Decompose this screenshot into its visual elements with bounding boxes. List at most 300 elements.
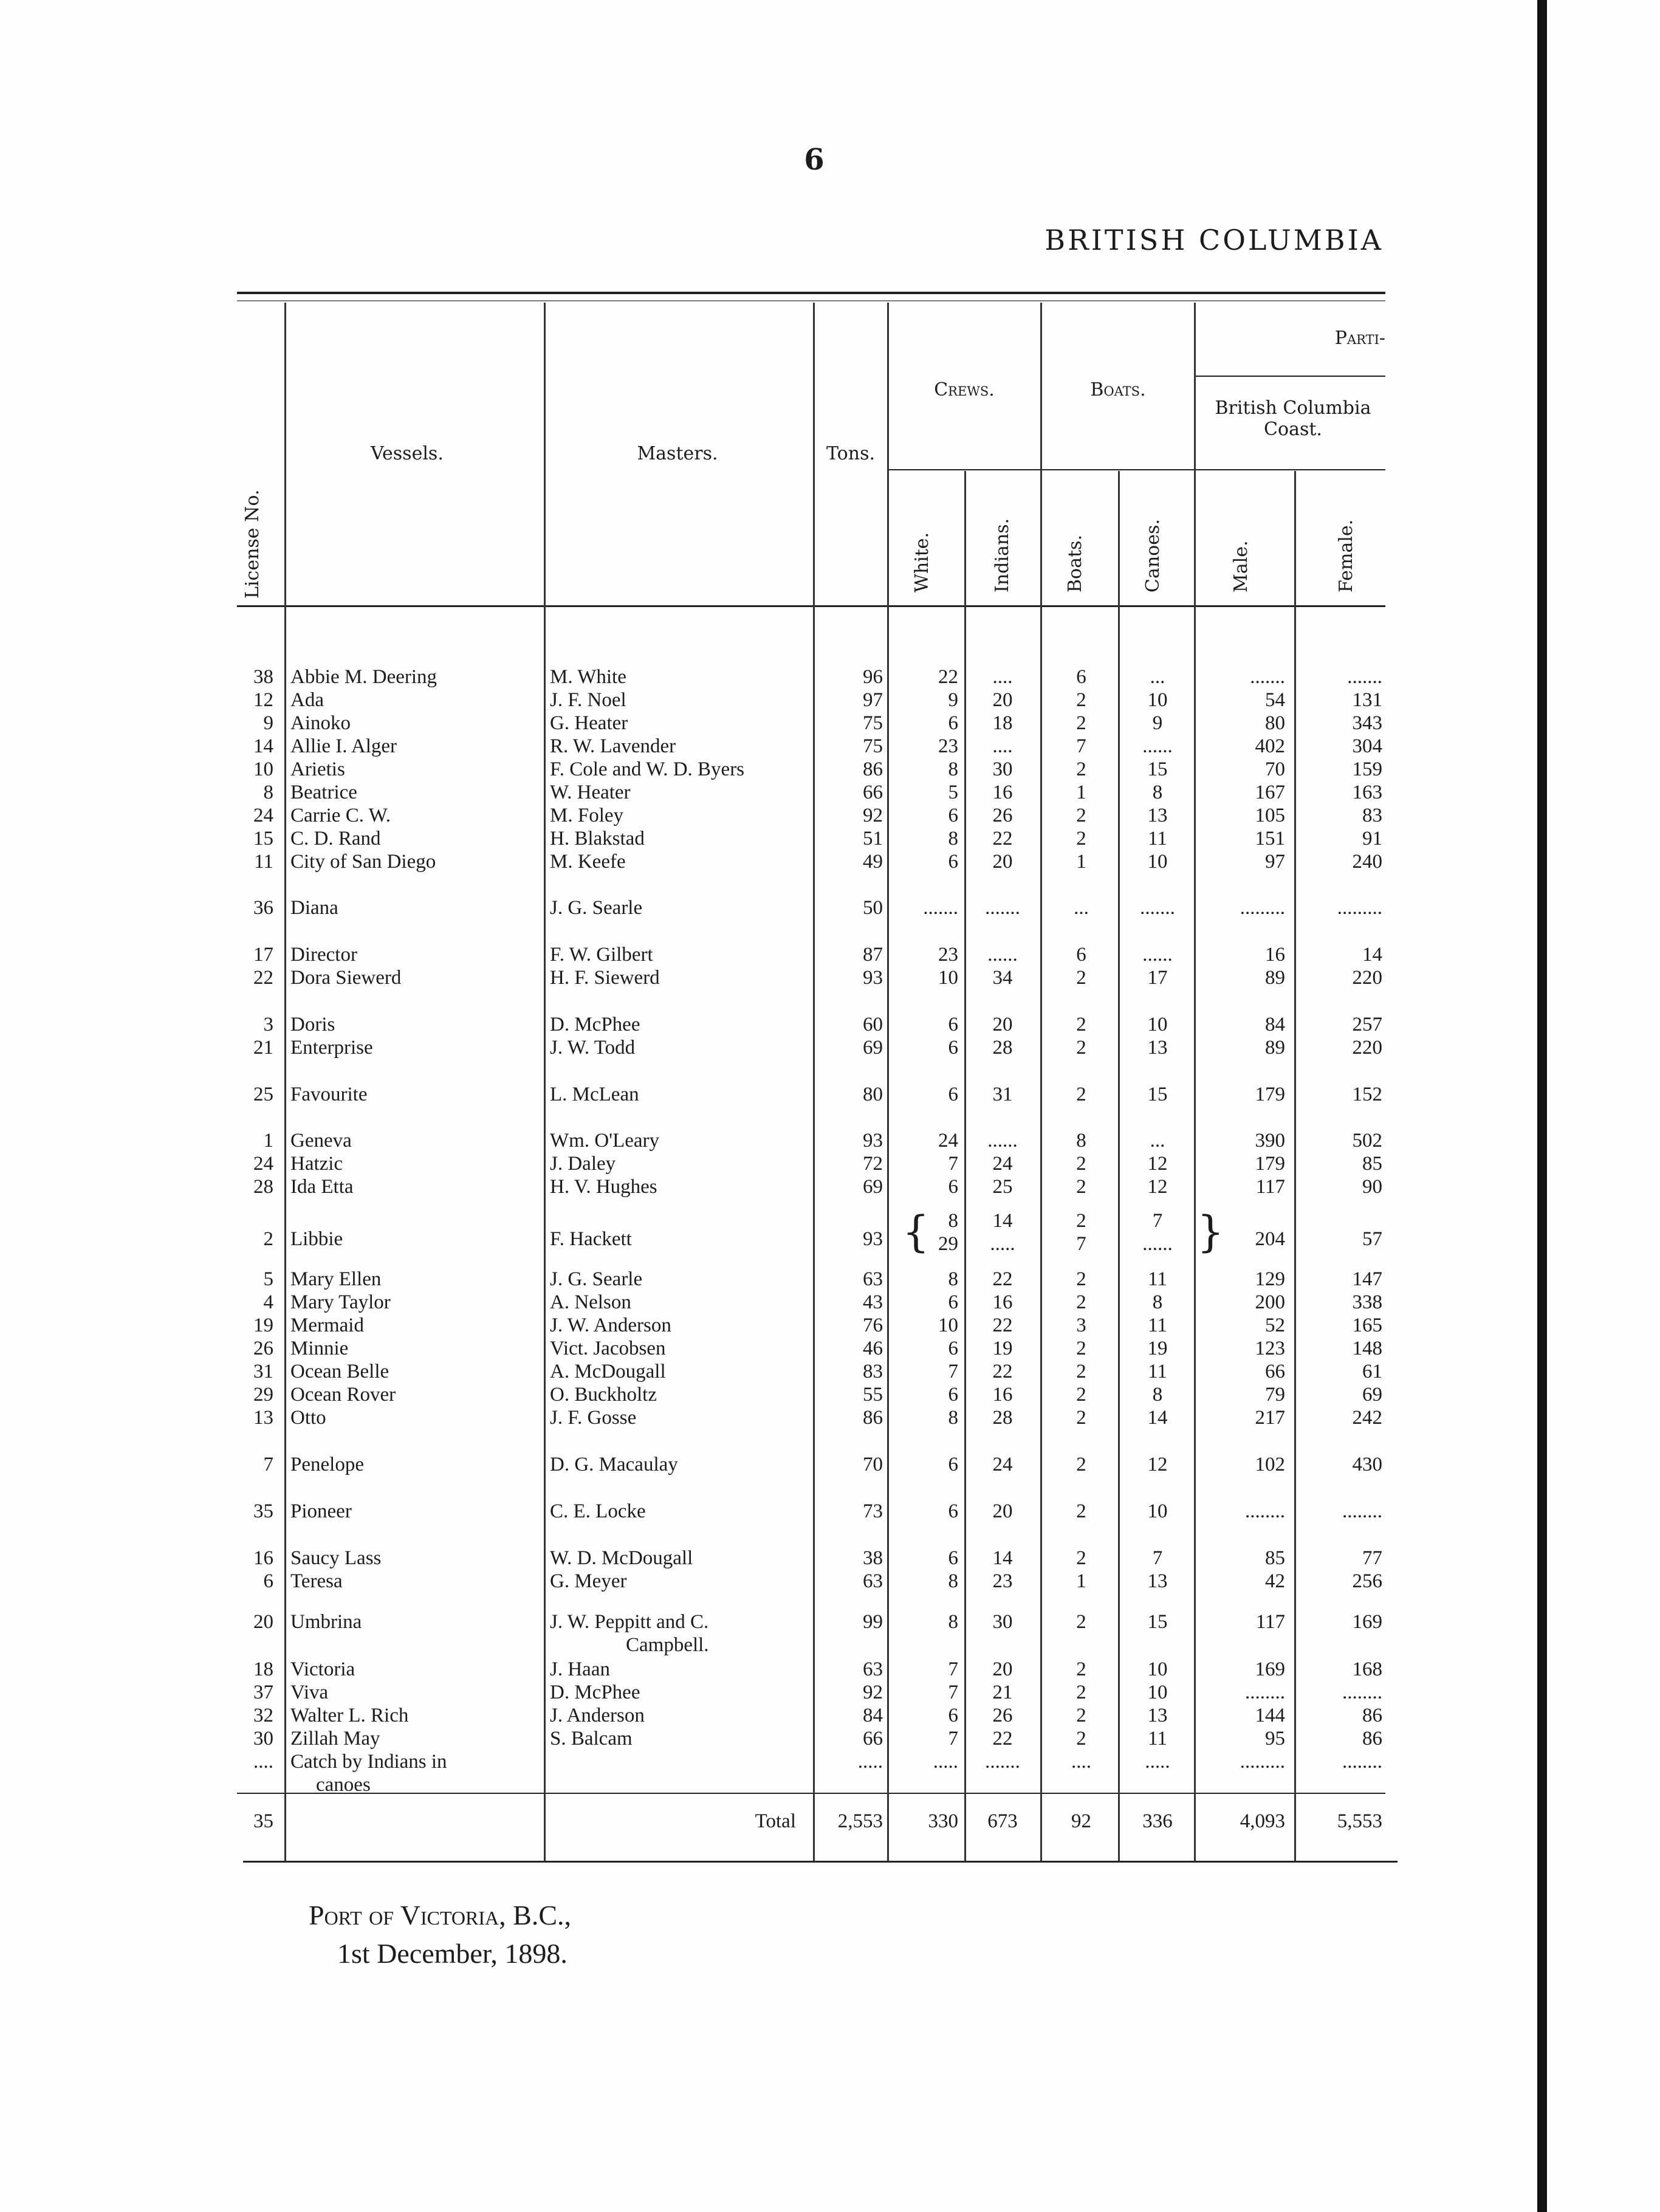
vessel-name: Ocean Rover xyxy=(290,1384,396,1406)
footer-date: 1st December, 1898. xyxy=(337,1938,568,1969)
canoes: 9 xyxy=(1152,712,1163,734)
master-name: G. Heater xyxy=(550,712,628,734)
tons: 69 xyxy=(863,1176,883,1198)
tons: 43 xyxy=(863,1291,883,1313)
crew-white: 7 xyxy=(948,1153,958,1175)
catch-female: 14 xyxy=(1362,944,1382,966)
vessel-name-cont: canoes xyxy=(316,1774,371,1796)
boats: 7 xyxy=(1076,735,1086,757)
crew-indians: 16 xyxy=(992,781,1013,803)
master-name: F. Cole and W. D. Byers xyxy=(550,758,745,780)
canoes: 8 xyxy=(1152,1384,1163,1406)
bottom-rule xyxy=(243,1861,1398,1863)
boats: 2 xyxy=(1076,1681,1086,1703)
catch-female: 256 xyxy=(1352,1570,1382,1592)
boats: 2 xyxy=(1076,1658,1086,1680)
vline-male xyxy=(1294,471,1296,1861)
canoes: ... xyxy=(1150,666,1165,688)
crew-indians: 34 xyxy=(992,967,1013,989)
license-number: .... xyxy=(253,1751,273,1773)
crew-white: 8 xyxy=(948,758,958,780)
master-name: J. Anderson xyxy=(550,1705,645,1726)
catch-male: 144 xyxy=(1255,1705,1285,1726)
catch-male: 179 xyxy=(1255,1153,1285,1175)
crew-indians: .... xyxy=(992,666,1013,688)
catch-female: 343 xyxy=(1352,712,1382,734)
header-boats: Boats. xyxy=(1065,535,1086,592)
crew-white: 8 xyxy=(948,1210,958,1232)
crew-white: 8 xyxy=(948,1268,958,1290)
crew-indians: 18 xyxy=(992,712,1013,734)
tons: 92 xyxy=(863,1681,883,1703)
canoes: ... xyxy=(1150,1130,1165,1152)
tons: 75 xyxy=(863,712,883,734)
catch-male: 80 xyxy=(1265,712,1285,734)
canoes: 10 xyxy=(1147,851,1168,873)
crew-white: 6 xyxy=(948,1014,958,1036)
tons: 83 xyxy=(863,1361,883,1382)
page-number: 6 xyxy=(804,143,825,177)
tons: ..... xyxy=(857,1751,883,1773)
canoes: ...... xyxy=(1142,735,1173,757)
boats: 2 xyxy=(1076,1407,1086,1429)
tons: 70 xyxy=(863,1454,883,1475)
catch-female: 159 xyxy=(1352,758,1382,780)
license-number: 30 xyxy=(253,1728,273,1750)
crew-indians: .... xyxy=(992,735,1013,757)
tons: 97 xyxy=(863,689,883,711)
license-number: 11 xyxy=(254,851,273,873)
canoes: 7 xyxy=(1152,1210,1163,1232)
license-number: 1 xyxy=(263,1130,273,1152)
catch-female: ........ xyxy=(1342,1681,1382,1703)
catch-female: 338 xyxy=(1352,1291,1382,1313)
total-tons: 2,553 xyxy=(837,1810,883,1832)
catch-male: 117 xyxy=(1255,1176,1285,1198)
master-name: J. W. Anderson xyxy=(550,1314,671,1336)
boats: 2 xyxy=(1076,1210,1086,1232)
total-female: 5,553 xyxy=(1337,1810,1382,1832)
master-name: W. Heater xyxy=(550,781,631,803)
boats: 2 xyxy=(1076,1361,1086,1382)
tons: 86 xyxy=(863,1407,883,1429)
canoes: 17 xyxy=(1147,967,1168,989)
license-number: 20 xyxy=(253,1611,273,1633)
crew-white: 6 xyxy=(948,1547,958,1569)
catch-male: 54 xyxy=(1265,689,1285,711)
catch-female: 165 xyxy=(1352,1314,1382,1336)
bc-rule xyxy=(1196,469,1385,470)
catch-male: 167 xyxy=(1255,781,1285,803)
header-female: Female. xyxy=(1336,519,1357,592)
vessel-name: Penelope xyxy=(290,1454,364,1475)
crew-white: 23 xyxy=(938,735,958,757)
license-number: 14 xyxy=(253,735,273,757)
boats: 2 xyxy=(1076,1291,1086,1313)
vessel-name: Director xyxy=(290,944,357,966)
catch-female: 168 xyxy=(1352,1658,1382,1680)
crew-indians: 14 xyxy=(992,1210,1013,1232)
vessel-name: Viva xyxy=(290,1681,329,1703)
vessel-name: Otto xyxy=(290,1407,326,1429)
boats: 2 xyxy=(1076,805,1086,826)
header-male: Male. xyxy=(1230,540,1252,592)
vessel-name: City of San Diego xyxy=(290,851,436,873)
crew-indians: 20 xyxy=(992,1500,1013,1522)
license-number: 36 xyxy=(253,897,273,919)
canoes: 13 xyxy=(1147,805,1168,826)
catch-male: 97 xyxy=(1265,851,1285,873)
catch-male: 79 xyxy=(1265,1384,1285,1406)
crew-white: ..... xyxy=(933,1751,958,1773)
vline-tons xyxy=(887,303,889,1861)
master-name: J. F. Gosse xyxy=(550,1407,637,1429)
catch-male: 95 xyxy=(1265,1728,1285,1750)
catch-male: 129 xyxy=(1255,1268,1285,1290)
header-license: License No. xyxy=(242,489,263,599)
vessel-name: Zillah May xyxy=(290,1728,380,1750)
running-head: BRITISH COLUMBIA xyxy=(1044,224,1384,256)
master-name: J. G. Searle xyxy=(550,1268,643,1290)
crew-indians: 23 xyxy=(992,1570,1013,1592)
boats: 2 xyxy=(1076,712,1086,734)
tons: 84 xyxy=(863,1705,883,1726)
header-canoes: Canoes. xyxy=(1142,519,1164,592)
crew-white: 6 xyxy=(948,1037,958,1059)
license-number: 24 xyxy=(253,1153,273,1175)
footer-place: Port of Victoria, B.C., xyxy=(309,1900,572,1931)
crew-white: 9 xyxy=(948,689,958,711)
crew-indians: 22 xyxy=(992,1728,1013,1750)
header-vessels: Vessels. xyxy=(371,443,444,464)
master-name: G. Meyer xyxy=(550,1570,627,1592)
catch-female: 147 xyxy=(1352,1268,1382,1290)
vessel-name: Diana xyxy=(290,897,338,919)
total-indians: 673 xyxy=(987,1810,1018,1832)
master-name: Wm. O'Leary xyxy=(550,1130,660,1152)
boats: 2 xyxy=(1076,1384,1086,1406)
vessel-name: Allie I. Alger xyxy=(290,735,397,757)
tons: 86 xyxy=(863,758,883,780)
catch-female: 242 xyxy=(1352,1407,1382,1429)
boats: 1 xyxy=(1076,851,1086,873)
catch-male: 179 xyxy=(1255,1084,1285,1105)
canoes: 10 xyxy=(1147,1681,1168,1703)
vline-crews xyxy=(1040,303,1042,1861)
boats: 2 xyxy=(1076,1037,1086,1059)
crew-white: 6 xyxy=(948,1291,958,1313)
tons: 99 xyxy=(863,1611,883,1633)
crew-indians: ....... xyxy=(985,897,1020,919)
catch-male: 89 xyxy=(1265,1037,1285,1059)
boats: 1 xyxy=(1076,781,1086,803)
header-boats-group: Boats. xyxy=(1090,379,1146,400)
canoes: 11 xyxy=(1148,828,1167,850)
header-masters: Masters. xyxy=(637,443,718,464)
crew-white: 8 xyxy=(948,828,958,850)
vessel-name: Carrie C. W. xyxy=(290,805,391,826)
boats: 2 xyxy=(1076,1014,1086,1036)
boats: 6 xyxy=(1076,666,1086,688)
vessel-name: Libbie xyxy=(290,1228,343,1250)
vessel-name: Hatzic xyxy=(290,1153,343,1175)
vessel-name: Victoria xyxy=(290,1658,355,1680)
master-name: C. E. Locke xyxy=(550,1500,646,1522)
canoes: 11 xyxy=(1148,1361,1167,1382)
tons: 60 xyxy=(863,1014,883,1036)
catch-female: ......... xyxy=(1337,897,1382,919)
canoes: 14 xyxy=(1147,1407,1168,1429)
vessel-name: Catch by Indians in xyxy=(290,1751,447,1773)
license-number: 35 xyxy=(253,1500,273,1522)
crew-white: 6 xyxy=(948,805,958,826)
crew-indians: 20 xyxy=(992,689,1013,711)
crew-white: 5 xyxy=(948,781,958,803)
master-name: L. McLean xyxy=(550,1084,639,1105)
catch-male: 52 xyxy=(1265,1314,1285,1336)
boats: 1 xyxy=(1076,1570,1086,1592)
license-number: 32 xyxy=(253,1705,273,1726)
tons: 75 xyxy=(863,735,883,757)
catch-female: 85 xyxy=(1362,1153,1382,1175)
canoes: 10 xyxy=(1147,1658,1168,1680)
catch-male: 204 xyxy=(1255,1228,1285,1250)
catch-male: 105 xyxy=(1255,805,1285,826)
crew-indians: 24 xyxy=(992,1454,1013,1475)
crew-white: 10 xyxy=(938,1314,958,1336)
catch-female: 131 xyxy=(1352,689,1382,711)
vessel-name: Ida Etta xyxy=(290,1176,354,1198)
license-number: 2 xyxy=(263,1228,273,1250)
crew-indians-2: ..... xyxy=(990,1233,1015,1255)
master-name: M. Foley xyxy=(550,805,624,826)
crew-white: 8 xyxy=(948,1611,958,1633)
license-number: 6 xyxy=(263,1570,273,1592)
crew-indians: 16 xyxy=(992,1291,1013,1313)
vessel-name: Favourite xyxy=(290,1084,368,1105)
crew-white: 6 xyxy=(948,1384,958,1406)
canoes: ..... xyxy=(1145,1751,1170,1773)
tons: 63 xyxy=(863,1570,883,1592)
license-number: 3 xyxy=(263,1014,273,1036)
catch-female: 61 xyxy=(1362,1361,1382,1382)
vline-white xyxy=(964,471,966,1861)
tons: 66 xyxy=(863,1728,883,1750)
crew-white: ....... xyxy=(923,897,958,919)
catch-female: 257 xyxy=(1352,1014,1382,1036)
boats: 2 xyxy=(1076,1611,1086,1633)
master-name: M. White xyxy=(550,666,626,688)
boats: ... xyxy=(1074,897,1089,919)
crew-white: 6 xyxy=(948,1454,958,1475)
canoes: 19 xyxy=(1147,1338,1168,1359)
license-number: 19 xyxy=(253,1314,273,1336)
license-number: 13 xyxy=(253,1407,273,1429)
crew-white: 7 xyxy=(948,1728,958,1750)
master-name: D. McPhee xyxy=(550,1681,640,1703)
license-number: 15 xyxy=(253,828,273,850)
master-name: F. W. Gilbert xyxy=(550,944,653,966)
catch-male: 123 xyxy=(1255,1338,1285,1359)
license-number: 29 xyxy=(253,1384,273,1406)
catch-female: 57 xyxy=(1362,1228,1382,1250)
master-name: H. F. Siewerd xyxy=(550,967,660,989)
master-name: Vict. Jacobsen xyxy=(550,1338,666,1359)
master-name: A. McDougall xyxy=(550,1361,666,1382)
license-number: 8 xyxy=(263,781,273,803)
master-name: J. F. Noel xyxy=(550,689,626,711)
license-number: 22 xyxy=(253,967,273,989)
master-name: R. W. Lavender xyxy=(550,735,676,757)
vessel-name: Arietis xyxy=(290,758,345,780)
master-name: J. Haan xyxy=(550,1658,610,1680)
crew-indians: 20 xyxy=(992,851,1013,873)
header-bottom-rule xyxy=(237,605,1385,607)
tons: 93 xyxy=(863,1228,883,1250)
catch-male: 151 xyxy=(1255,828,1285,850)
canoes: 12 xyxy=(1147,1176,1168,1198)
master-name: J. G. Searle xyxy=(550,897,643,919)
master-name: J. W. Todd xyxy=(550,1037,636,1059)
boats: 8 xyxy=(1076,1130,1086,1152)
crew-white: 7 xyxy=(948,1681,958,1703)
tons: 63 xyxy=(863,1268,883,1290)
boats: 2 xyxy=(1076,1176,1086,1198)
boats: 2 xyxy=(1076,828,1086,850)
canoes: 8 xyxy=(1152,781,1163,803)
crew-white-2: 29 xyxy=(938,1233,958,1255)
catch-female: 91 xyxy=(1362,828,1382,850)
crew-indians: 22 xyxy=(992,1314,1013,1336)
tons: 76 xyxy=(863,1314,883,1336)
license-number: 38 xyxy=(253,666,273,688)
catch-female: 152 xyxy=(1352,1084,1382,1105)
vline-boats xyxy=(1118,471,1120,1861)
catch-male: ........ xyxy=(1245,1681,1285,1703)
crew-white: 10 xyxy=(938,967,958,989)
crew-indians: 21 xyxy=(992,1681,1013,1703)
license-number: 26 xyxy=(253,1338,273,1359)
canoes: 15 xyxy=(1147,758,1168,780)
license-number: 31 xyxy=(253,1361,273,1382)
parti-rule xyxy=(1196,376,1385,377)
catch-male: ......... xyxy=(1240,897,1285,919)
crew-indians: 26 xyxy=(992,805,1013,826)
canoes: 12 xyxy=(1147,1153,1168,1175)
catch-male: 390 xyxy=(1255,1130,1285,1152)
brace-right: } xyxy=(1197,1207,1224,1257)
canoes: 15 xyxy=(1147,1611,1168,1633)
catch-male: 70 xyxy=(1265,758,1285,780)
crew-white: 6 xyxy=(948,712,958,734)
boats-2: 7 xyxy=(1076,1233,1086,1255)
master-name: H. Blakstad xyxy=(550,828,645,850)
master-name: D. G. Macaulay xyxy=(550,1454,678,1475)
canoes: 11 xyxy=(1148,1268,1167,1290)
header-parti: Parti- xyxy=(1334,328,1385,349)
canoes: 13 xyxy=(1147,1037,1168,1059)
crew-indians: 22 xyxy=(992,828,1013,850)
catch-female: 69 xyxy=(1362,1384,1382,1406)
catch-male: 402 xyxy=(1255,735,1285,757)
master-name: W. D. McDougall xyxy=(550,1547,693,1569)
catch-male: 117 xyxy=(1255,1611,1285,1633)
boats: 2 xyxy=(1076,1084,1086,1105)
vessel-name: Saucy Lass xyxy=(290,1547,382,1569)
boats: 2 xyxy=(1076,967,1086,989)
catch-male: 89 xyxy=(1265,967,1285,989)
vessel-name: C. D. Rand xyxy=(290,828,381,850)
vessel-name: Walter L. Rich xyxy=(290,1705,409,1726)
license-number: 10 xyxy=(253,758,273,780)
crew-indians: ...... xyxy=(987,944,1018,966)
catch-male: ........ xyxy=(1245,1500,1285,1522)
crew-white: 6 xyxy=(948,1500,958,1522)
canoes: 10 xyxy=(1147,1014,1168,1036)
header-bc-coast: British Columbia Coast. xyxy=(1215,397,1371,440)
license-number: 9 xyxy=(263,712,273,734)
tons: 93 xyxy=(863,1130,883,1152)
master-name: A. Nelson xyxy=(550,1291,631,1313)
catch-male: 84 xyxy=(1265,1014,1285,1036)
boats: .... xyxy=(1071,1751,1091,1773)
vline-masters xyxy=(813,303,815,1861)
catch-female: 502 xyxy=(1352,1130,1382,1152)
canoes: 11 xyxy=(1148,1728,1167,1750)
vessel-name: Beatrice xyxy=(290,781,357,803)
vessel-name: Enterprise xyxy=(290,1037,373,1059)
crew-white: 6 xyxy=(948,1176,958,1198)
tons: 38 xyxy=(863,1547,883,1569)
catch-male: 102 xyxy=(1255,1454,1285,1475)
crew-white: 24 xyxy=(938,1130,958,1152)
master-name xyxy=(550,1750,808,1773)
crew-indians: ...... xyxy=(987,1130,1018,1152)
canoes: ....... xyxy=(1140,897,1175,919)
vessel-name: Dora Siewerd xyxy=(290,967,402,989)
license-number: 18 xyxy=(253,1658,273,1680)
crew-white: 6 xyxy=(948,1084,958,1105)
crew-white: 7 xyxy=(948,1361,958,1382)
boats: 6 xyxy=(1076,944,1086,966)
crew-white: 8 xyxy=(948,1570,958,1592)
boats: 2 xyxy=(1076,1153,1086,1175)
canoes-2: ...... xyxy=(1142,1233,1173,1255)
master-name: M. Keefe xyxy=(550,851,626,873)
boats: 2 xyxy=(1076,1500,1086,1522)
crew-indians: 26 xyxy=(992,1705,1013,1726)
canoes: ...... xyxy=(1142,944,1173,966)
canoes: 7 xyxy=(1152,1547,1163,1569)
vessel-name: Mermaid xyxy=(290,1314,364,1336)
license-number: 12 xyxy=(253,689,273,711)
vessel-name: Mary Ellen xyxy=(290,1268,382,1290)
crew-indians: 24 xyxy=(992,1153,1013,1175)
tons: 93 xyxy=(863,967,883,989)
license-number: 25 xyxy=(253,1084,273,1105)
catch-female: 83 xyxy=(1362,805,1382,826)
license-number: 4 xyxy=(263,1291,273,1313)
canoes: 10 xyxy=(1147,1500,1168,1522)
catch-female: 163 xyxy=(1352,781,1382,803)
tons: 72 xyxy=(863,1153,883,1175)
tons: 46 xyxy=(863,1338,883,1359)
catch-female: 86 xyxy=(1362,1728,1382,1750)
tons: 80 xyxy=(863,1084,883,1105)
master-name: J. W. Peppitt and C. xyxy=(550,1611,709,1633)
header-tons: Tons. xyxy=(826,443,875,464)
master-name: O. Buckholtz xyxy=(550,1384,657,1406)
